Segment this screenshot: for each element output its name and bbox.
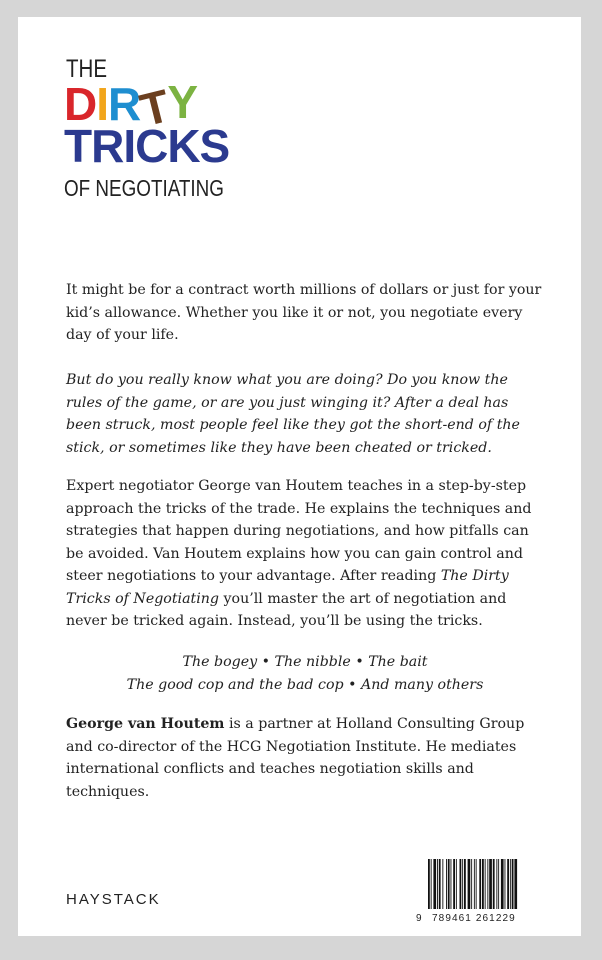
tricks-line-1: The bogey • The nibble • The bait xyxy=(182,654,428,670)
title-letter-i: I xyxy=(96,78,109,130)
p3-text-before: Expert negotiator George van Houtem teaches in a step-by-step approach the tricks of the trade. He explains the techniques and strategies that happen during negotiations, and how pitfalls can be avoided. Van Houtem explains how you can gain control and steer negotiations to your advantage. After reading xyxy=(66,478,532,584)
author-bio xyxy=(66,713,544,803)
author-bio-text: is a partner at Holland Consulting Group and co-director of the HCG Negotiation Institute. He mediates international conflicts and teaches negotiation skills and techniques. xyxy=(66,716,525,800)
publisher-logo: HAYSTACK xyxy=(66,891,161,908)
tricks-line-2: The good cop and the bad cop • And many others xyxy=(126,676,484,693)
title-tricks: TRICKS xyxy=(64,120,230,172)
barcode-digits: 789461 261229 xyxy=(432,913,516,924)
p3-text-after: you’ll master the art of negotiation and never be tricked again. Instead, you’ll be using the tricks. xyxy=(66,590,507,629)
title-letter-r: R xyxy=(108,78,141,130)
tricks-list xyxy=(66,651,544,696)
title-of-negotiating: OF NEGOTIATING xyxy=(64,175,224,201)
title-the: THE xyxy=(66,55,107,83)
blurb-paragraph-2: But do you really know what you are doing? Do you know the rules of the game, or are you just winging it? After a deal has been struck, most people feel like they got the short-end of the stick, or sometimes like they have been cheated or tricked. xyxy=(66,372,520,456)
p3-book-title: The Dirty Tricks of Negotiating xyxy=(66,568,509,607)
title-letter-y: Y xyxy=(167,76,198,128)
title-letter-d: D xyxy=(64,78,97,130)
author-name: George van Houtem xyxy=(66,716,225,732)
blurb-paragraph-3 xyxy=(66,475,544,633)
barcode-lead-digit: 9 xyxy=(416,913,422,924)
blurb-paragraph-1: It might be for a contract worth millions of dollars or just for your kid’s allowance. Whether you like it or not, you negotiate every day of your life. xyxy=(66,282,542,343)
title-letter-t: T xyxy=(135,79,175,137)
back-cover xyxy=(18,17,581,936)
